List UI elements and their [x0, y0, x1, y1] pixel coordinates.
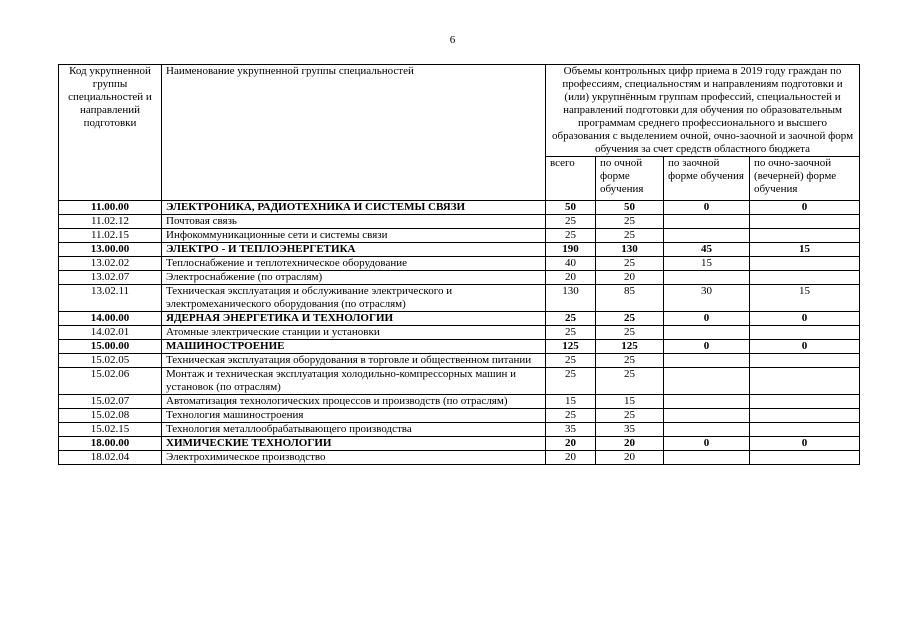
evening-cell: 0: [750, 312, 860, 326]
header-extramural: по заочной форме обучения: [664, 157, 750, 201]
evening-cell: [750, 423, 860, 437]
total-cell: 20: [546, 271, 596, 285]
extramural-cell: [664, 229, 750, 243]
name-cell: ЯДЕРНАЯ ЭНЕРГЕТИКА И ТЕХНОЛОГИИ: [162, 312, 546, 326]
total-cell: 25: [546, 312, 596, 326]
full-time-cell: 25: [596, 409, 664, 423]
code-cell: 15.02.15: [59, 423, 162, 437]
code-cell: 15.02.06: [59, 368, 162, 395]
group-row: [59, 340, 860, 354]
extramural-cell: 15: [664, 257, 750, 271]
table-row: [59, 271, 860, 285]
total-cell: 25: [546, 354, 596, 368]
header-full-time: по очной форме обучения: [596, 157, 664, 201]
evening-cell: [750, 451, 860, 465]
full-time-cell: 50: [596, 201, 664, 215]
group-row: [59, 312, 860, 326]
total-cell: 25: [546, 229, 596, 243]
table-row: [59, 368, 860, 395]
full-time-cell: 25: [596, 326, 664, 340]
extramural-cell: 45: [664, 243, 750, 257]
name-cell: Технология металлообрабатывающего производства: [162, 423, 546, 437]
table-row: [59, 229, 860, 243]
total-cell: 40: [546, 257, 596, 271]
full-time-cell: 20: [596, 437, 664, 451]
extramural-cell: [664, 423, 750, 437]
total-cell: 25: [546, 215, 596, 229]
extramural-cell: [664, 354, 750, 368]
evening-cell: [750, 326, 860, 340]
total-cell: 20: [546, 437, 596, 451]
code-cell: 11.00.00: [59, 201, 162, 215]
header-volumes: Объемы контрольных цифр приема в 2019 году граждан по профессиям, специальностям и направлениям подготовки и (или) укрупнённым группам профессий, специальностей и направлений подготовки для обучения по образовательным программам среднего профессионального и высшего образования с выделением очной, очно-заочной и заочной форм обучения за счет средств областного бюджета: [546, 65, 860, 157]
extramural-cell: 30: [664, 285, 750, 312]
table-body: [59, 201, 860, 465]
code-cell: 18.00.00: [59, 437, 162, 451]
full-time-cell: 25: [596, 312, 664, 326]
group-row: [59, 201, 860, 215]
code-cell: 13.02.11: [59, 285, 162, 312]
table-row: [59, 257, 860, 271]
table-row: [59, 285, 860, 312]
name-cell: Инфокоммуникационные сети и системы связи: [162, 229, 546, 243]
extramural-cell: [664, 326, 750, 340]
extramural-cell: [664, 271, 750, 285]
table-row: [59, 409, 860, 423]
full-time-cell: 15: [596, 395, 664, 409]
code-cell: 14.02.01: [59, 326, 162, 340]
table-row: [59, 395, 860, 409]
total-cell: 15: [546, 395, 596, 409]
table-row: [59, 423, 860, 437]
code-cell: 15.02.08: [59, 409, 162, 423]
evening-cell: 0: [750, 437, 860, 451]
name-cell: ЭЛЕКТРО - И ТЕПЛОЭНЕРГЕТИКА: [162, 243, 546, 257]
full-time-cell: 35: [596, 423, 664, 437]
header-total: всего: [546, 157, 596, 201]
evening-cell: [750, 215, 860, 229]
name-cell: Электроснабжение (по отраслям): [162, 271, 546, 285]
evening-cell: [750, 229, 860, 243]
code-cell: 18.02.04: [59, 451, 162, 465]
page-number: 6: [449, 34, 456, 46]
table-row: [59, 451, 860, 465]
code-cell: 15.00.00: [59, 340, 162, 354]
group-row: [59, 437, 860, 451]
evening-cell: [750, 409, 860, 423]
name-cell: Технология машиностроения: [162, 409, 546, 423]
name-cell: Атомные электрические станции и установки: [162, 326, 546, 340]
extramural-cell: 0: [664, 340, 750, 354]
code-cell: 11.02.15: [59, 229, 162, 243]
full-time-cell: 25: [596, 215, 664, 229]
extramural-cell: [664, 368, 750, 395]
full-time-cell: 20: [596, 451, 664, 465]
full-time-cell: 25: [596, 368, 664, 395]
full-time-cell: 85: [596, 285, 664, 312]
full-time-cell: 125: [596, 340, 664, 354]
evening-cell: [750, 271, 860, 285]
total-cell: 130: [546, 285, 596, 312]
group-row: [59, 243, 860, 257]
full-time-cell: 130: [596, 243, 664, 257]
table-row: [59, 215, 860, 229]
evening-cell: 15: [750, 285, 860, 312]
code-cell: 15.02.07: [59, 395, 162, 409]
evening-cell: 0: [750, 201, 860, 215]
full-time-cell: 25: [596, 257, 664, 271]
evening-cell: 0: [750, 340, 860, 354]
evening-cell: [750, 368, 860, 395]
total-cell: 35: [546, 423, 596, 437]
header-code: Код укрупненной группы специальностей и направлений подготовки: [59, 65, 162, 201]
admission-quota-table: [58, 64, 860, 465]
name-cell: Техническая эксплуатация оборудования в торговле и общественном питании: [162, 354, 546, 368]
table-header-row: [59, 65, 860, 157]
name-cell: Автоматизация технологических процессов и производств (по отраслям): [162, 395, 546, 409]
name-cell: Электрохимическое производство: [162, 451, 546, 465]
extramural-cell: [664, 409, 750, 423]
evening-cell: [750, 395, 860, 409]
code-cell: 14.00.00: [59, 312, 162, 326]
name-cell: ЭЛЕКТРОНИКА, РАДИОТЕХНИКА И СИСТЕМЫ СВЯЗИ: [162, 201, 546, 215]
name-cell: Почтовая связь: [162, 215, 546, 229]
extramural-cell: 0: [664, 201, 750, 215]
evening-cell: [750, 354, 860, 368]
total-cell: 190: [546, 243, 596, 257]
header-name: Наименование укрупненной группы специальностей: [162, 65, 546, 201]
code-cell: 13.00.00: [59, 243, 162, 257]
evening-cell: [750, 257, 860, 271]
extramural-cell: 0: [664, 437, 750, 451]
name-cell: ХИМИЧЕСКИЕ ТЕХНОЛОГИИ: [162, 437, 546, 451]
full-time-cell: 25: [596, 354, 664, 368]
name-cell: МАШИНОСТРОЕНИЕ: [162, 340, 546, 354]
full-time-cell: 20: [596, 271, 664, 285]
table-row: [59, 354, 860, 368]
extramural-cell: [664, 215, 750, 229]
header-evening: по очно-заочной (вечерней) форме обучения: [750, 157, 860, 201]
code-cell: 11.02.12: [59, 215, 162, 229]
extramural-cell: [664, 451, 750, 465]
code-cell: 15.02.05: [59, 354, 162, 368]
name-cell: Теплоснабжение и теплотехническое оборудование: [162, 257, 546, 271]
evening-cell: 15: [750, 243, 860, 257]
total-cell: 25: [546, 368, 596, 395]
extramural-cell: 0: [664, 312, 750, 326]
table-row: [59, 326, 860, 340]
total-cell: 25: [546, 409, 596, 423]
name-cell: Монтаж и техническая эксплуатация холодильно-компрессорных машин и установок (по отраслям): [162, 368, 546, 395]
total-cell: 50: [546, 201, 596, 215]
total-cell: 20: [546, 451, 596, 465]
full-time-cell: 25: [596, 229, 664, 243]
code-cell: 13.02.07: [59, 271, 162, 285]
extramural-cell: [664, 395, 750, 409]
total-cell: 125: [546, 340, 596, 354]
code-cell: 13.02.02: [59, 257, 162, 271]
name-cell: Техническая эксплуатация и обслуживание электрического и электромеханического оборудования (по отраслям): [162, 285, 546, 312]
total-cell: 25: [546, 326, 596, 340]
